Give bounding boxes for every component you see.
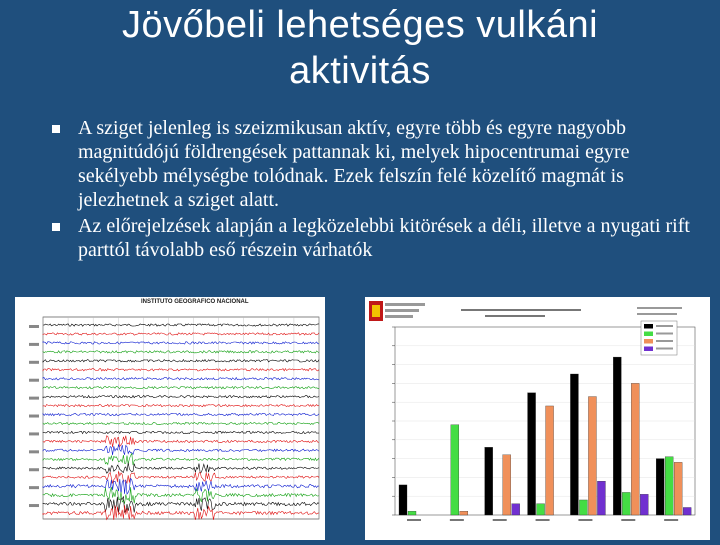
- bullet-item: [52, 116, 692, 212]
- bar: [503, 455, 511, 515]
- bar: [613, 357, 621, 515]
- bar: [546, 406, 554, 515]
- bar: [674, 462, 682, 515]
- bullet-item: [52, 214, 692, 262]
- bar: [485, 447, 493, 515]
- bar: [460, 511, 468, 515]
- bar: [631, 383, 639, 515]
- bar: [570, 374, 578, 515]
- bar: [597, 481, 605, 515]
- bullet-text: Az előrejelzések alapján a legközelebbi kitörések a déli, illetve a nyugati rift parttól távolabb eső részein várhatók: [78, 215, 690, 261]
- bar: [683, 507, 691, 515]
- seismogram-institute: INSTITUTO GEOGRAFICO NACIONAL: [141, 299, 249, 305]
- bar: [537, 504, 545, 515]
- bullet-list: [52, 116, 692, 264]
- bar-chart-plot: [365, 297, 710, 540]
- ign-logo-icon: [369, 301, 425, 321]
- bar: [512, 504, 520, 515]
- bar: [528, 393, 536, 515]
- bar: [665, 457, 673, 515]
- slide-title-line-1: Jövőbeli lehetséges vulkáni: [121, 4, 599, 46]
- bar-chart-image: [365, 297, 710, 540]
- bar: [656, 459, 664, 515]
- bar: [579, 500, 587, 515]
- square-bullet-icon: [52, 125, 60, 133]
- slide-title-line-2: aktivitás: [289, 50, 431, 92]
- bar: [451, 425, 459, 515]
- bullet-text: A sziget jelenleg is szeizmikusan aktív, egyre több és egyre nagyobb magnitúdójú földrengések pattannak ki, melyek hipocentrumai egyre sekélyebb mélységbe tolódnak. Ezek felszín felé közelítő magmát is jelezhetnek a sziget alatt.: [78, 117, 630, 211]
- slide-title: [0, 2, 720, 94]
- bar: [622, 492, 630, 515]
- seismogram-plot: [15, 297, 325, 540]
- bar: [408, 511, 416, 515]
- square-bullet-icon: [52, 223, 60, 231]
- bar: [588, 397, 596, 515]
- bar: [399, 485, 407, 515]
- seismogram-image: [15, 297, 325, 540]
- bar: [640, 494, 648, 515]
